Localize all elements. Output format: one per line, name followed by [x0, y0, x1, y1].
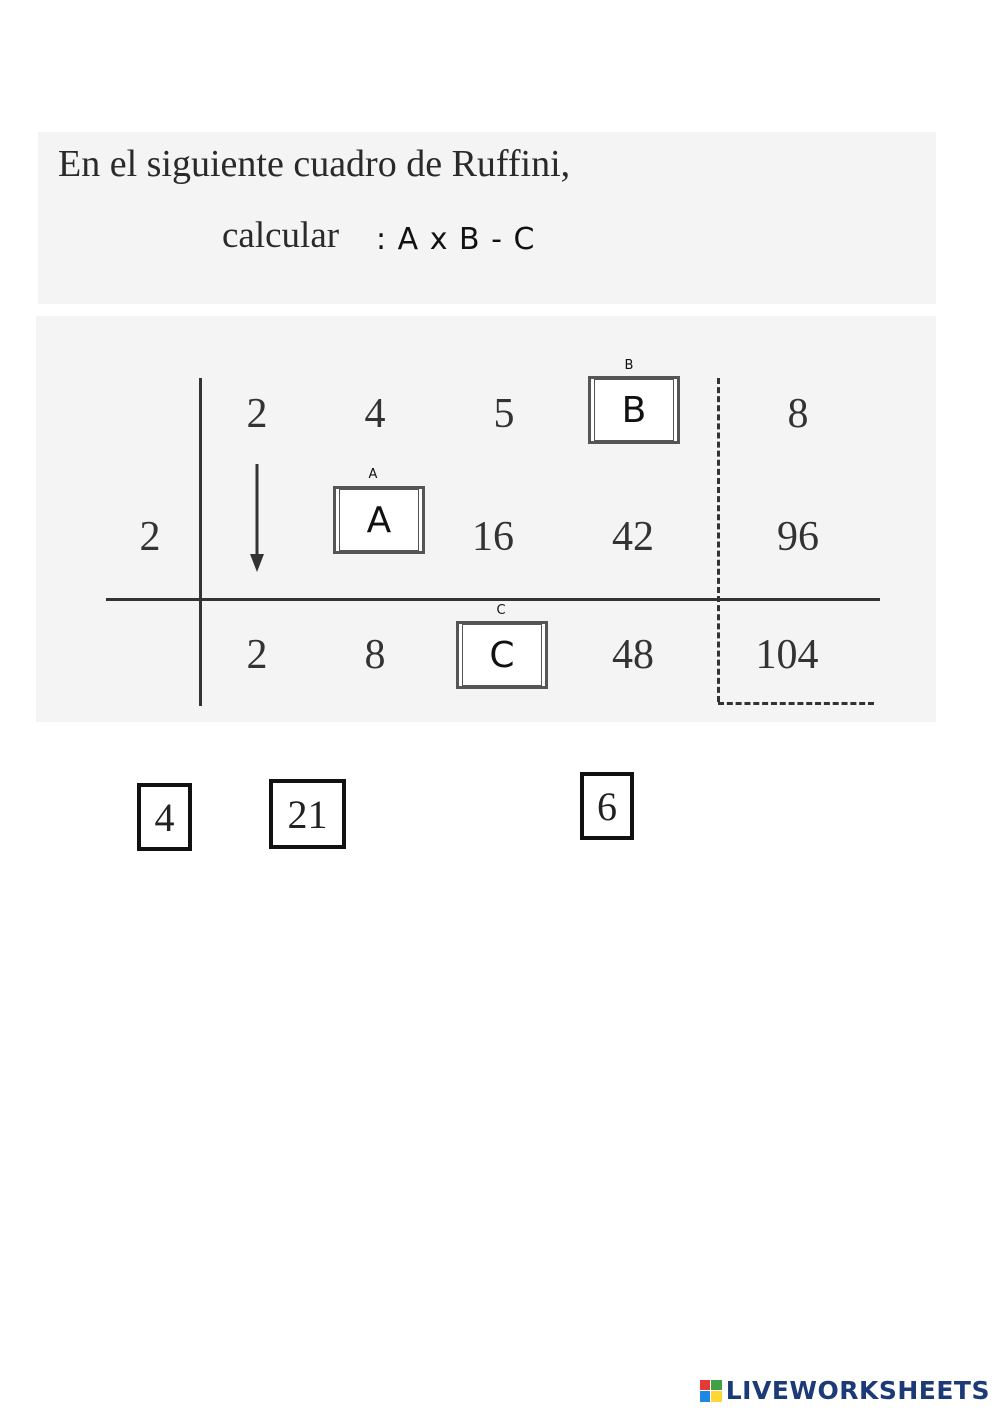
logo-square-3 [700, 1391, 711, 1402]
answer-option-6[interactable]: 6 [580, 772, 634, 840]
blank-c-dropzone[interactable] [456, 621, 548, 689]
remainder-dashed-horizontal [718, 702, 874, 705]
exercise-title: En el siguiente cuadro de Ruffini, [58, 143, 571, 185]
liveworksheets-footer [700, 1376, 990, 1405]
row2-cell-5: 96 [777, 514, 819, 560]
row1-cell-3: 5 [493, 391, 515, 437]
liveworksheets-logo-icon [700, 1380, 722, 1402]
instruction-label: calcular [222, 215, 340, 256]
blank-a-dropzone[interactable] [333, 486, 425, 554]
liveworksheets-brand: LIVEWORKSHEETS [725, 1376, 990, 1405]
blank-a-label: A [339, 489, 419, 551]
row1-cell-1: 2 [246, 391, 268, 437]
ruffini-divisor: 2 [139, 514, 161, 560]
row1-cell-5: 8 [787, 391, 809, 437]
instruction-expression: : A x B - C [376, 222, 536, 257]
blank-c-caption: C [496, 603, 506, 618]
logo-square-4 [711, 1391, 722, 1402]
row3-cell-4: 48 [612, 632, 654, 678]
answer-option-21[interactable]: 21 [269, 779, 346, 849]
row2-cell-4: 42 [612, 514, 654, 560]
down-arrow-icon [242, 462, 272, 574]
blank-c-label: C [462, 624, 542, 686]
remainder-dashed-vertical [717, 378, 720, 702]
row1-cell-2: 4 [364, 391, 386, 437]
answer-option-4[interactable]: 4 [137, 783, 192, 851]
row2-cell-3: 16 [472, 514, 514, 560]
ruffini-vertical-line [199, 378, 202, 706]
logo-square-2 [711, 1380, 722, 1391]
blank-b-caption: B [624, 358, 634, 373]
logo-square-1 [700, 1380, 711, 1391]
blank-b-label: B [594, 379, 674, 441]
blank-b-dropzone[interactable] [588, 376, 680, 444]
row3-cell-2: 8 [364, 632, 386, 678]
ruffini-horizontal-line [106, 598, 880, 601]
blank-a-caption: A [368, 467, 378, 482]
row3-cell-5: 104 [755, 632, 819, 678]
row3-cell-1: 2 [246, 632, 268, 678]
